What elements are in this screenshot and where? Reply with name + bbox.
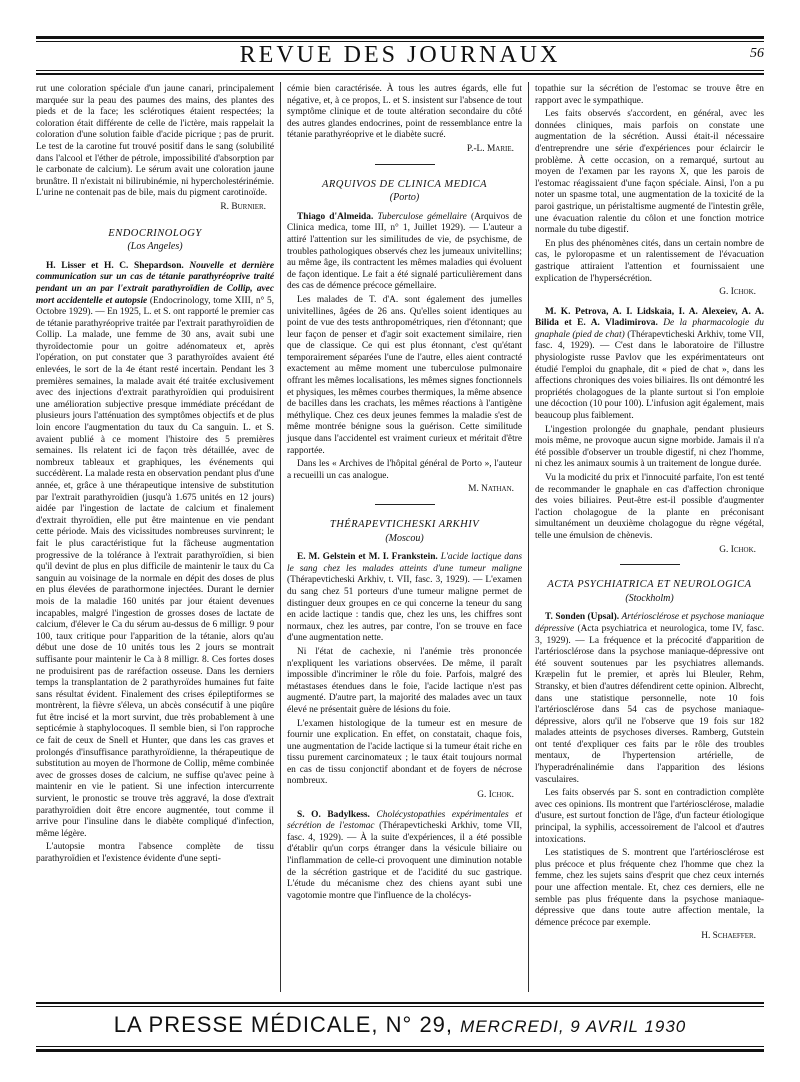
article-title: Artériosclérose et psychose maniaque dépressive: [535, 612, 764, 634]
separator: [375, 164, 435, 165]
article-authors: T. Sonden (Upsal).: [545, 612, 620, 623]
article-authors: E. M. Gelstein et M. I. Frankstein.: [297, 552, 438, 563]
article-authors: Thiago d'Almeida.: [297, 211, 374, 222]
section-heading: THÉRAPEVTICHESKI ARKHIV: [329, 519, 480, 530]
article-paragraph: Ni l'état de cachexie, ni l'anémie très prononcée n'expliquent les variations observées. De même, il paraît impossible d'incriminer le rôle du foie. Parfois, malgré des métastases étendues dans le foie, l'acide lactique n'est pas augmenté. D'autre part, la majorité des malades avec un taux élevé ne présentait guère de lésions du foie.: [287, 646, 522, 715]
article-paragraph: Les faits observés s'accordent, en général, avec les données cliniques, mais parfois on constate une augmentation de la sécrétion. Aussi était-il nécessaire d'entreprendre une série d'expériences pour éclaircir le problème. À cette occasion, on a remarqué, surtout au moyen de l'examen par les rayons X, que les parois de l'estomac réagissaient d'une façon spéciale. Ainsi, l'on a pu noter un spasme total, une augmentation de la toxicité de la paroi gastrique, un péristaltisme augmenté de l'intestin grêle, une évacuation ralentie du côlon et une fonction motrice normale du tube digestif.: [535, 109, 764, 236]
article-paragraph: L'autopsie montra l'absence complète de tissu parathyroïdien et l'existence évidente d'une septi-: [36, 842, 274, 864]
article-title: De la pharmacologie du gnaphale (pied de chat): [535, 318, 764, 340]
article: [287, 552, 522, 645]
footer-rule: [36, 1002, 764, 1004]
article-paragraph: Les faits observés par S. sont en contradiction complète avec ces opinions. Ils montrent que l'artériosclérose, maladie d'usure, est surtout fonction de l'âge, d'un facteur étiologique principal, la syphilis, accessoirement de l'alcool et d'autres intoxications.: [535, 788, 764, 845]
section-location: (Los Angeles): [127, 241, 183, 253]
page-number: 56: [750, 46, 764, 61]
section-heading: ACTA PSYCHIATRICA ET NEUROLOGICA: [547, 579, 752, 591]
section-location: (Porto): [389, 192, 420, 204]
article: [36, 261, 274, 841]
header-rule: [36, 73, 764, 75]
column-3: [535, 84, 764, 951]
article-body: (Thérapevticheski Arkhiv, t. VII, fasc. 3, 1929). — L'examen du sang chez 51 porteurs d'une tumeur maligne permet de distinguer deux groupes en ce qui concerne la teneur du sang en acide lactique : tandis que, chez les uns, les chiffres sont normaux, chez les autres, par contre, l'on se trouve en face d'une augmentation nette.: [287, 575, 522, 644]
column-1: [36, 84, 274, 868]
article-paragraph: Les statistiques de S. montrent que l'artériosclérose est plus précoce et plus fréquente chez l'homme que chez la femme, chez les sujets sains d'esprit que chez ceux internés pour une affection mentale. Et, chez ces derniers, elle ne semble pas plus fréquente dans la psychose maniaque-dépressive que dans toute autre affection mentale, la démence précoce par exemple.: [535, 848, 764, 928]
section-location: (Stockholm): [625, 592, 674, 604]
footer-masthead: [0, 1012, 800, 1038]
signature: G. Ichok.: [719, 287, 756, 298]
signature: H. Schaeffer.: [701, 931, 756, 942]
article-body: (Arquivos de Clinica medica, tome III, n° 1, Juillet 1929). — L'auteur a attiré l'attention sur les similitudes de vie, de psychisme, de troubles pathologiques observés chez les jumeaux univitellins; au même âge, ils contractent les mêmes maladies qui évoluent de façon identique. Le fait a été signalé particulièrement dans des cas de démence précoce gémellaire.: [287, 211, 522, 292]
article-paragraph: Vu la modicité du prix et l'innocuité parfaite, l'on est tenté de recommander le gnaphale en cas d'affection chronique des voies biliaires. Peut-être est-il possible d'augmenter l'action cholagogue de la plante en préconisant simultanément un deuxième cholagogue du règne végétal, telle une émulsion de chènevis.: [535, 473, 764, 541]
continued-text: topathie sur la sécrétion de l'estomac se trouve être en rapport avec le sympathique.: [535, 84, 764, 106]
article-title: L'acide lactique dans le sang chez les malades atteints d'une tumeur maligne: [287, 552, 522, 574]
footer-rule-2: [36, 1049, 764, 1052]
signature: G. Ichok.: [477, 790, 514, 801]
signature: P.-L. Marie.: [466, 143, 514, 154]
page-header-title: REVUE DES JOURNAUX: [239, 42, 561, 68]
article-paragraph: En plus des phénomènes cités, dans un certain nombre de cas, le pyloropasme et un ralentissement de l'évacuation gastrique attiraient l'attention et fournissaient une explication de l'hypersécrétion.: [535, 238, 764, 284]
article: [535, 612, 764, 786]
article-paragraph: Dans les « Archives de l'hôpital général de Porto », l'auteur a recueilli un cas analogue.: [287, 459, 522, 481]
continued-text: cémie bien caractérisée. À tous les autres égards, elle fut négative, et, à ce propos, L. et S. insistent sur l'absence de tout symptôme clinique et de toute altération secondaire du côté des autres glandes endocrines, point de ressemblance entre la tétanie parathyréoprive et le diabète sucré.: [287, 84, 522, 141]
article-authors: S. O. Badylkess.: [297, 809, 370, 820]
article: [287, 810, 522, 903]
footer-date: MERCREDI, 9 AVRIL 1930: [460, 1017, 687, 1036]
footer-journal: LA PRESSE MÉDICALE,: [113, 1012, 379, 1037]
top-rule: [36, 36, 764, 39]
article: [535, 307, 764, 423]
column-divider-2: [528, 82, 529, 992]
section-location: (Moscou): [385, 532, 424, 544]
article: [287, 212, 522, 293]
article-title: Cholécystopathies expérimentales et sécrétion de l'estomac: [287, 809, 522, 832]
article-body: (Thérapevticheski Arkhiv, tome VII, fasc. 4, 1929). — C'est dans le laboratoire de l'illustre physiologiste russe Pavlov que les expérimentateurs ont étudié l'emploi du gnaphale, dit « pied de chat », dans les affections chroniques des voies biliaires. Ils ont démontré les propriétés cholagogues de la plante surtout si l'on emploie une décoction (10 pour 100). L'infusion agit également, mais beaucoup plus faiblement.: [535, 329, 765, 422]
article-paragraph: L'examen histologique de la tumeur est en mesure de fournir une explication. En effet, on constatait, chaque fois, une augmentation de l'acide lactique si la tumeur était riche en tissu purement carcinomateux ; le taux était toujours normal en cas de tissu conjonctif abondant et de foyers de nécrose nombreux.: [287, 718, 522, 787]
separator: [375, 504, 435, 505]
continued-text: rut une coloration spéciale d'un jaune canari, principalement marquée sur la peau des paumes des mains, des plantes des pieds et de la face; les sclérotiques étaient respectées; la coloration était différente de celle de l'ictère, mais rappelait la coloration d'une solution faible d'acide picrique ; pas de prurit. Le test de la carotine fut trouvé positif dans le sang (solubilité dans l'alcool et l'éther de pétrole, impossibilité d'absorption par le carbonate de calcium). Le sérum avait une coloration jaune brunâtre. Il n'existait ni bilirubinémie, ni hypercholestérinémie. L'urine ne contenait pas de bile, mais du pigment carotinoïde.: [36, 84, 274, 199]
column-2: [287, 84, 522, 904]
section-heading: ENDOCRINOLOGY: [108, 227, 202, 239]
footer-rule-thin: [36, 1006, 764, 1007]
separator: [620, 564, 680, 565]
signature: R. Burnier.: [220, 201, 266, 212]
section-heading: ARQUIVOS DE CLINICA MEDICA: [321, 178, 488, 190]
article-body: (Endocrinology, tome XIII, n° 5, Octobre 1929). — En 1925, L. et S. ont rapporté le premier cas de tétanie parathyréoprive traitée par l'extrait parathyroïdien de Collip. La malade, une femme de 30 ans, avait subi une thyroïdectomie pour un goitre adénomateux et, après l'opération, on put constater que 3 parathyroïdes avaient été enlevées, le sort de la 4e étant resté incertain. Pendant les 3 premières semaines, la malade avait été traitée exclusivement avec des injections d'extrait parathyroïdien qui produisirent une amélioration subjective presque immédiate précédant de plusieurs jours l'atténuation des symptômes objectifs et de plus loin encore l'augmentation du taux du Ca sanguin. L. et S. avaient publié à ce moment l'histoire des 5 premières semaines. Ils relatent ici de façon très détaillée, avec de nombreux tableaux et graphiques, les événements qui succédèrent. La malade resta en observation pendant plus d'une année, et, grâce à une thérapeutique intensive de substitution par l'extrait parathyroïdien (jusqu'à 1.675 unités en 12 jours) aidée par l'ingestion de lactate de calcium et finalement d'extrait thyroïdien, elle put être maintenue en vie pendant cette période. Mais des vicissitudes nombreuses survinrent; le fait le plus caractéristique fut la fâcheuse augmentation progressive de la tolérance à l'extrait parathyroïdien, si bien qu'il devint de plus en plus difficile de maintenir le taux du Ca sanguin au voisinage de la normale en dépit des doses de plus en plus élevées de parathormone injectées. Durant le dernier mois de la maladie 160 unités par jour étaient devenues incapables, malgré l'ingestion de grosses doses de lactate de calcium, d'élever le Ca du sérum au-dessus de 6 milligr. 9 pour 100, taux critique pour l'apparition de la tétanie, alors qu'au début une dose de 10 unités tous les 2 jours se montrait suffisante pour maintenir le Ca à 8 milligr. 8. Ces fortes doses ne produisirent pas de raréfaction osseuse. Dans les derniers temps la transplantation de 2 parathyroïdes humaines fut faite sans résultat évident. Finalement des crises épileptiformes se montrèrent, la fièvre s'éleva, un abcès consécutif à une piqûre fut être incisé et la mort survint, due très probablement à une septicémie à staphylocoques. Il semble bien, si l'on rapproche ce fait de ceux de Snell et Hunter, que dans les cas graves et prolongés d'insuffisance parathyroïdienne, la thérapeutique de substitution au moyen de l'hormone de Collip, même combinée avec de grosses doses de calcium, ne suffise qu'avec peine à maintenir en vie le patient. Si une infection intercurrente survient, le pronostic se trouve très aggravé, la dose d'extrait parathyroïdien doit être encore augmentée, tout comme il arrive pour l'insuline dans le diabète compliqué d'infection, même légère.: [36, 295, 274, 839]
column-divider-1: [280, 82, 281, 992]
article-paragraph: L'ingestion prolongée du gnaphale, pendant plusieurs mois même, ne provoque aucun signe morbide. Jamais il n'a été possible d'observer un trouble digestif, ni chez l'homme, ni chez les animaux soumis à un traitement de longue durée.: [535, 424, 764, 470]
article-authors: H. Lisser et H. C. Shepardson.: [46, 260, 184, 271]
footer-issue-number: N° 29,: [385, 1012, 454, 1037]
signature: G. Ichok.: [719, 544, 756, 555]
signature: M. Nathan.: [468, 484, 514, 495]
article-body: (Acta psychiatrica et neurologica, tome IV, fasc. 3, 1929). — La fréquence et la précocité d'apparition de l'artériosclérose dans la psychose maniaque-dépressive ont été souvent soutenues par les psychiatres allemands. Kræpelin fut le premier, et après lui Bleuler, Rehm, Stransky, et bien d'autres défendirent cette opinion. Albrecht, dans une statistique personnelle, note 10 fois l'artériosclérose dans 54 cas de psychose maniaque-dépressive, alors qu'il ne l'observe que 19 fois sur 182 malades atteints de psychoses diverses. Ramberg, Gutstein ont tenté d'expliquer ces faits par le rôle des troubles mentaux, de l'hypertension artérielle, de l'hyperadrénalinémie dans l'apparition des lésions vasculaires.: [535, 623, 764, 785]
header-rule-thin: [36, 70, 764, 71]
article-title: Tuberculose gémellaire: [377, 211, 467, 222]
article-body: (Thérapevticheski Arkhiv, tome VII, fasc. 4, 1929). — À la suite d'expériences, il a été possible d'établir qu'un corps étranger dans la vésicule biliaire ou l'inflammation de celle-ci provoquent une diminution notable de la sécrétion gastrique et de l'acidité du suc gastrique. L'étude du mécanisme chez des chiens ayant subi une vagotomie montre que l'influence de la cholécys-: [287, 821, 523, 901]
footer-rule-thin-2: [36, 1046, 764, 1047]
article-paragraph: Les malades de T. d'A. sont également des jumelles univitellines, âgées de 26 ans. Qu'elles soient identiques au point de vue des tests anthropométriques, rien d'étonnant; que leur façon de penser et d'agir soit exactement similaire, rien que de classique. Ce qui est plus étonnant, c'est qu'étant temporairement séparées l'une de l'autre, elles aient contracté exactement au même moment une tuberculose pulmonaire offrant les mêmes localisations, les mêmes signes fonctionnels et physiques, les mêmes courbes thermiques, la même absence de bacilles dans les crachats, les mêmes réactions à l'antigène méthylique. Chez ces deux jeunes femmes la maladie s'est de même montrée bénigne sous la guérison. Cette similitude jusque dans l'accidentel est vraiment curieux et méritait d'être rapportée.: [287, 294, 522, 456]
article-title: Nouvelle et dernière communication sur un cas de tétanie parathyréoprive traité pendant un an par l'extrait parathyroïdien de Collip, avec mort accidentelle et autopsie: [36, 260, 274, 306]
article-authors: M. K. Petrova, A. I. Lidskaia, I. A. Alexeiev, A. A. Bilida et E. A. Vladimirova.: [535, 306, 764, 329]
